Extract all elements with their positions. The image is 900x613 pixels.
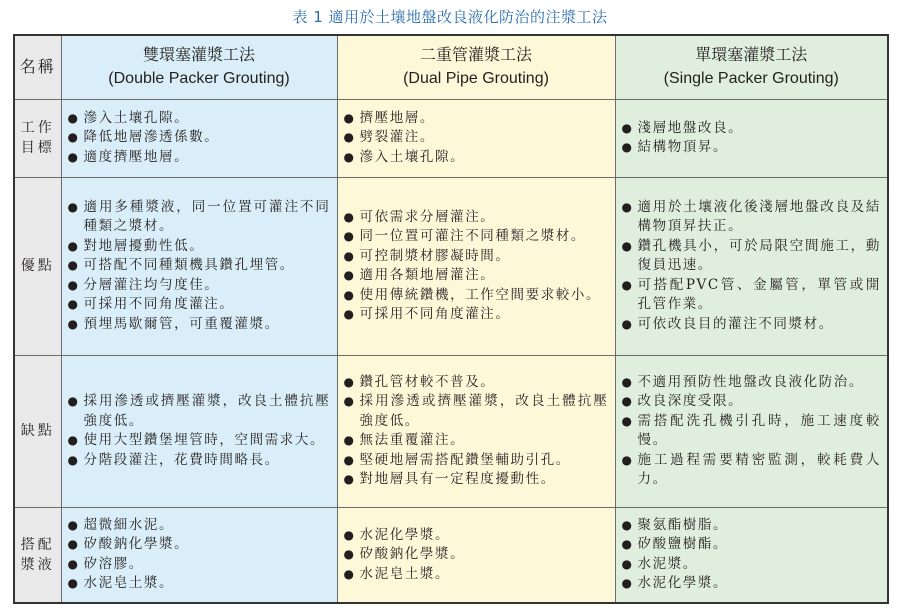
row-label-line: 漿液 [20, 556, 55, 573]
bullet-list [622, 198, 882, 335]
list-item: ● 可控制漿材膠凝時間。 [344, 247, 609, 267]
bullet-list [344, 208, 609, 325]
row-label [14, 507, 61, 603]
row-label [14, 177, 61, 355]
header-single-packer [615, 35, 888, 99]
list-item: ● 鑽孔機具小，可於局限空間施工，動復員迅速。 [622, 237, 882, 276]
list-item: ● 水泥化學漿。 [622, 574, 882, 594]
list-item: ● 淺層地盤改良。 [622, 119, 882, 139]
list-item: ● 分層灌注均勻度佳。 [68, 276, 331, 296]
list-item: ● 需搭配洗孔機引孔時，施工速度較慢。 [622, 412, 882, 451]
bullet-list [344, 373, 609, 490]
list-item: ● 適用多種漿液，同一位置可灌注不同種類之漿材。 [68, 198, 331, 237]
bullet-list [68, 198, 331, 335]
bullet-list [344, 109, 609, 168]
list-item: ● 矽酸鈉化學漿。 [68, 535, 331, 555]
table-caption: 表 1 適用於土壤地盤改良液化防治的注漿工法 [292, 8, 608, 26]
list-item: ● 矽溶膠。 [68, 555, 331, 575]
list-item: ● 可採用不同角度灌注。 [344, 305, 609, 325]
list-item: ● 擠壓地層。 [344, 109, 609, 129]
list-item: ● 無法重覆灌注。 [344, 431, 609, 451]
header-double-packer [61, 35, 337, 99]
bullet-list [622, 516, 882, 594]
list-item: ● 劈裂灌注。 [344, 128, 609, 148]
list-item: ● 降低地層滲透係數。 [68, 128, 331, 148]
table-row [14, 507, 888, 603]
list-item: ● 對地層擾動性低。 [68, 237, 331, 257]
list-item: ● 聚氨酯樹脂。 [622, 516, 882, 536]
row-label-line: 目標 [20, 140, 55, 156]
list-item: ● 可採用不同角度灌注。 [68, 295, 331, 315]
cell-single-packer [615, 355, 888, 507]
cell-dual-pipe [337, 177, 615, 355]
list-item: ● 可搭配PVC管、金屬管，單管或開孔管作業。 [622, 276, 882, 315]
cell-dual-pipe [337, 355, 615, 507]
row-label-line: 搭配 [20, 536, 55, 553]
row-label-line: 工作 [20, 120, 55, 136]
row-label-line: 缺點 [20, 423, 55, 439]
row-label-line: 優點 [20, 258, 55, 274]
list-item: ● 水泥皂土漿。 [344, 565, 609, 585]
cell-single-packer [615, 99, 888, 177]
header-dual-pipe-en: (Dual Pipe Grouting) [403, 70, 549, 88]
bullet-list [68, 109, 331, 168]
cell-double-packer [61, 99, 337, 177]
row-label [14, 355, 61, 507]
list-item: ● 矽酸鹽樹酯。 [622, 535, 882, 555]
cell-double-packer [61, 177, 337, 355]
list-item: ● 適度擠壓地層。 [68, 148, 331, 168]
bullet-list [68, 516, 331, 594]
cell-double-packer [61, 507, 337, 603]
bullet-list [68, 392, 331, 470]
list-item: ● 採用滲透或擠壓灌漿，改良土體抗壓強度低。 [344, 392, 609, 431]
list-item: ● 分階段灌注，花費時間略長。 [68, 451, 331, 471]
bullet-list [622, 373, 882, 490]
list-item: ● 超微細水泥。 [68, 516, 331, 536]
list-item: ● 使用傳統鑽機，工作空間要求較小。 [344, 286, 609, 306]
cell-dual-pipe [337, 99, 615, 177]
header-single-packer-en: (Single Packer Grouting) [663, 70, 839, 88]
list-item: ● 水泥皂土漿。 [68, 574, 331, 594]
cell-single-packer [615, 177, 888, 355]
table-row [14, 99, 888, 177]
grouting-methods-table [13, 34, 889, 604]
list-item: ● 滲入土壤孔隙。 [68, 109, 331, 129]
header-dual-pipe [337, 35, 615, 99]
list-item: ● 使用大型鑽堡埋管時，空間需求大。 [68, 431, 331, 451]
header-single-packer-zh: 單環塞灌漿工法 [695, 45, 808, 65]
list-item: ● 可依需求分層灌注。 [344, 208, 609, 228]
list-item: ● 鑽孔管材較不普及。 [344, 373, 609, 393]
list-item: ● 對地層具有一定程度擾動性。 [344, 470, 609, 490]
cell-double-packer [61, 355, 337, 507]
list-item: ● 適用各類地層灌注。 [344, 266, 609, 286]
list-item: ● 水泥化學漿。 [344, 526, 609, 546]
table-row [14, 355, 888, 507]
list-item: ● 矽酸鈉化學漿。 [344, 545, 609, 565]
list-item: ● 水泥漿。 [622, 555, 882, 575]
header-double-packer-en: (Double Packer Grouting) [108, 70, 290, 88]
header-name-cell [14, 35, 61, 99]
header-double-packer-zh: 雙環塞灌漿工法 [142, 45, 255, 65]
row-label [14, 99, 61, 177]
table-row [14, 177, 888, 355]
header-dual-pipe-zh: 二重管灌漿工法 [419, 45, 532, 65]
list-item: ● 滲入土壤孔隙。 [344, 148, 609, 168]
header-name-label: 名稱 [19, 57, 56, 77]
list-item: ● 預埋馬歇爾管，可重覆灌漿。 [68, 315, 331, 335]
list-item: ● 適用於土壤液化後淺層地盤改良及結構物頂昇扶正。 [622, 198, 882, 237]
list-item: ● 可依改良目的灌注不同漿材。 [622, 315, 882, 335]
list-item: ● 採用滲透或擠壓灌漿，改良土體抗壓強度低。 [68, 392, 331, 431]
list-item: ● 施工過程需要精密監測，較耗費人力。 [622, 451, 882, 490]
list-item: ● 堅硬地層需搭配鑽堡輔助引孔。 [344, 451, 609, 471]
header-row [14, 35, 888, 99]
list-item: ● 可搭配不同種類機具鑽孔埋管。 [68, 256, 331, 276]
bullet-list [344, 526, 609, 585]
list-item: ● 同一位置可灌注不同種類之漿材。 [344, 227, 609, 247]
bullet-list [622, 119, 882, 158]
list-item: ● 結構物頂昇。 [622, 138, 882, 158]
cell-dual-pipe [337, 507, 615, 603]
cell-single-packer [615, 507, 888, 603]
list-item: ● 不適用預防性地盤改良液化防治。 [622, 373, 882, 393]
list-item: ● 改良深度受限。 [622, 392, 882, 412]
